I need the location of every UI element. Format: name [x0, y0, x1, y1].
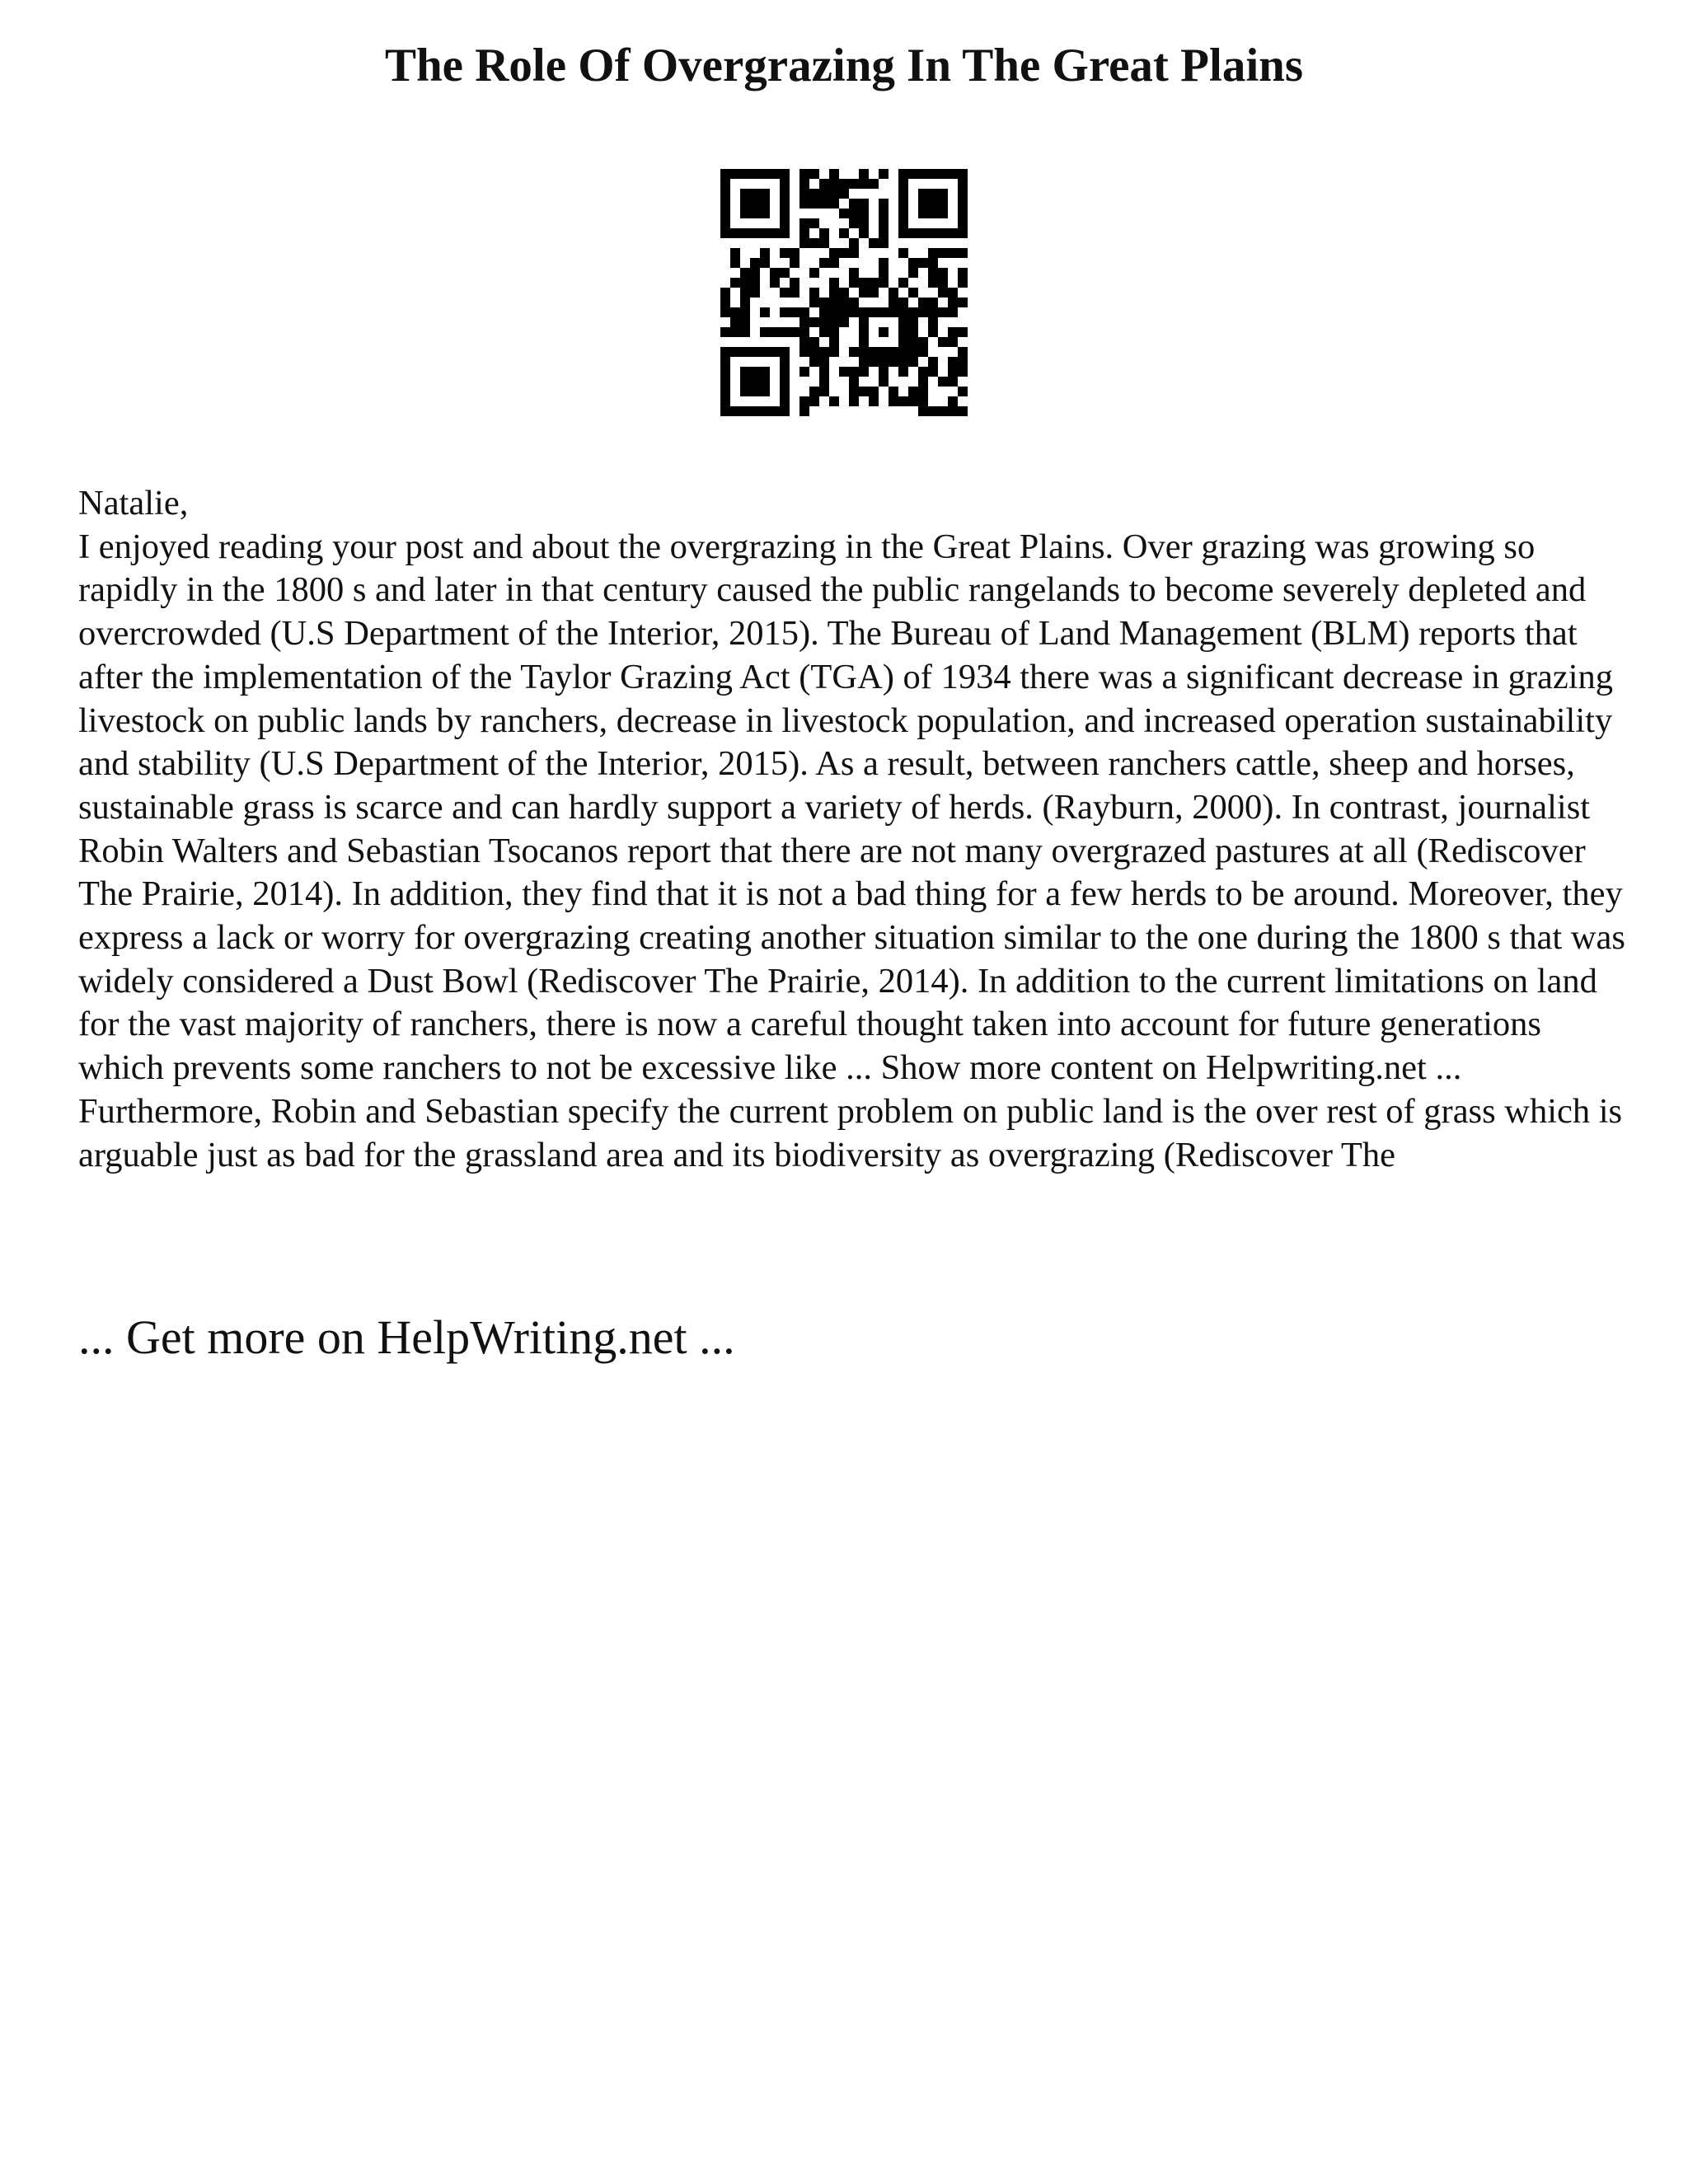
qr-code-graphic	[720, 169, 968, 416]
qr-code-icon	[720, 169, 968, 416]
document-body	[78, 482, 1628, 1177]
body-paragraph: I enjoyed reading your post and about the overgrazing in the Great Plains. Over grazing was growing so rapidly in the 1800 s and later in that century caused the public rangelands to become severely depleted and overcrowded (U.S Department of the Interior, 2015). The Bureau of Land Management (BLM) reports that after the implementation of the Taylor Grazing Act (TGA) of 1934 there was a significant decrease in grazing livestock on public lands by ranchers, decrease in livestock population, and increased operation sustainability and stability (U.S Department of the Interior, 2015). As a result, between ranchers cattle, sheep and horses, sustainable grass is scarce and can hardly support a variety of herds. (Rayburn, 2000). In contrast, journalist Robin Walters and Sebastian Tsocanos report that there are not many overgrazed pastures at all (Rediscover The Prairie, 2014). In addition, they find that it is not a bad thing for a few herds to be around. Moreover, they express a lack or worry for overgrazing creating another situation similar to the one during the 1800 s that was widely considered a Dust Bowl (Rediscover The Prairie, 2014). In addition to the current limitations on land for the vast majority of ranchers, there is now a careful thought taken into account for future generations which prevents some ranchers to not be excessive like ... Show more content on Helpwriting.net ...	[78, 527, 1625, 1088]
document-title: The Role Of Overgrazing In The Great Plains	[384, 40, 1304, 91]
body-continuation: Furthermore, Robin and Sebastian specify the current problem on public land is the over rest of grass which is arguable just as bad for the grassland area and its biodiversity as overgrazing (Rediscover The	[78, 1091, 1623, 1174]
get-more-link[interactable]: ... Get more on HelpWriting.net ...	[78, 1310, 735, 1364]
salutation: Natalie,	[78, 484, 189, 523]
